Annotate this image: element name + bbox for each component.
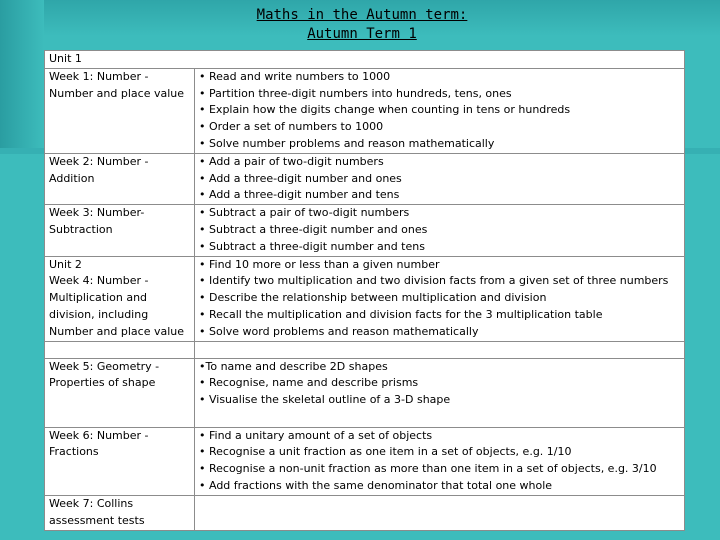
week-label-line: division, including: [49, 307, 149, 321]
objective-item: • Find 10 more or less than a given number: [199, 257, 440, 271]
table-row: [45, 153, 685, 204]
objective-item: • Explain how the digits change when counting in tens or hundreds: [199, 103, 571, 117]
week-label-line: Fractions: [49, 445, 99, 459]
objective-item: • Solve number problems and reason mathematically: [199, 136, 495, 150]
table-row: [45, 68, 685, 153]
unit-1-label: Unit 1: [45, 51, 685, 69]
spacer-cell: [45, 341, 195, 358]
week-label-line: Multiplication and: [49, 291, 148, 305]
objective-item: • Subtract a pair of two-digit numbers: [199, 206, 410, 220]
table-row: [45, 205, 685, 256]
week-label-line: Week 1: Number -: [49, 69, 149, 83]
week-label-line: Week 7: Collins: [49, 496, 134, 510]
week-7-objectives: [195, 495, 685, 530]
week-label-line: Number and place value: [49, 86, 185, 100]
week-3-objectives: [195, 205, 685, 256]
week-5-objectives: [195, 358, 685, 427]
table-row-spacer: [45, 341, 685, 358]
objective-item: • Identify two multiplication and two division facts from a given set of three numbers: [199, 274, 669, 288]
week-label-line: Week 4: Number -: [49, 274, 149, 288]
week-1-objectives: [195, 68, 685, 153]
week-label-line: Week 5: Geometry -: [49, 359, 160, 373]
objective-item: • Read and write numbers to 1000: [199, 69, 391, 83]
objective-item: • Partition three-digit numbers into hundreds, tens, ones: [199, 86, 512, 100]
week-label-line: Number and place value: [49, 324, 185, 338]
title-line-2: Autumn Term 1: [307, 26, 417, 42]
week-2-cell: [45, 153, 195, 204]
objective-item: • Add a three-digit number and ones: [199, 171, 402, 185]
week-7-cell: [45, 495, 195, 530]
week-label-line: Unit 2: [49, 257, 82, 271]
objective-item: • Recognise, name and describe prisms: [199, 376, 419, 390]
week-label-line: Properties of shape: [49, 376, 156, 390]
spacer-objectives: [195, 341, 685, 358]
title-line-1: Maths in the Autumn term:: [256, 7, 468, 23]
week-4-objectives: [195, 256, 685, 341]
week-3-cell: [45, 205, 195, 256]
objective-item: • Visualise the skeletal outline of a 3-D shape: [199, 393, 451, 407]
week-label-line: assessment tests: [49, 513, 145, 527]
week-4-cell: [45, 256, 195, 341]
week-label-line: Addition: [49, 171, 95, 185]
objective-item: • Add fractions with the same denominator that total one whole: [199, 478, 553, 492]
table-row: [45, 256, 685, 341]
week-label-line: Subtraction: [49, 222, 113, 236]
week-5-cell: [45, 358, 195, 427]
objective-item: • Find a unitary amount of a set of objects: [199, 428, 433, 442]
week-label-line: Week 3: Number-: [49, 206, 145, 220]
objective-item: • Recognise a unit fraction as one item in a set of objects, e.g. 1/10: [199, 445, 572, 459]
unit-1-row: [45, 51, 685, 69]
week-label-line: Week 6: Number -: [49, 428, 149, 442]
objective-item: • Add a pair of two-digit numbers: [199, 154, 384, 168]
week-1-cell: [45, 68, 195, 153]
term-plan-table: [44, 50, 685, 531]
objective-item: • Add a three-digit number and tens: [199, 188, 400, 202]
objective-item: • Solve word problems and reason mathematically: [199, 324, 479, 338]
objective-item: • Subtract a three-digit number and tens: [199, 239, 425, 253]
objective-item: • Recognise a non-unit fraction as more than one item in a set of objects, e.g. 3/10: [199, 462, 657, 476]
page-title: [0, 6, 720, 44]
objective-item: • Recall the multiplication and division facts for the 3 multiplication table: [199, 307, 603, 321]
objective-item: • Subtract a three-digit number and ones: [199, 222, 428, 236]
week-2-objectives: [195, 153, 685, 204]
objective-item: • Describe the relationship between multiplication and division: [199, 291, 547, 305]
table-row: [45, 358, 685, 427]
week-6-cell: [45, 427, 195, 495]
week-label-line: Week 2: Number -: [49, 154, 149, 168]
objective-item: • Order a set of numbers to 1000: [199, 120, 384, 134]
week-6-objectives: [195, 427, 685, 495]
table-row: [45, 427, 685, 495]
table-row: [45, 495, 685, 530]
objective-item: •To name and describe 2D shapes: [199, 359, 388, 373]
document-sheet: [44, 50, 684, 530]
